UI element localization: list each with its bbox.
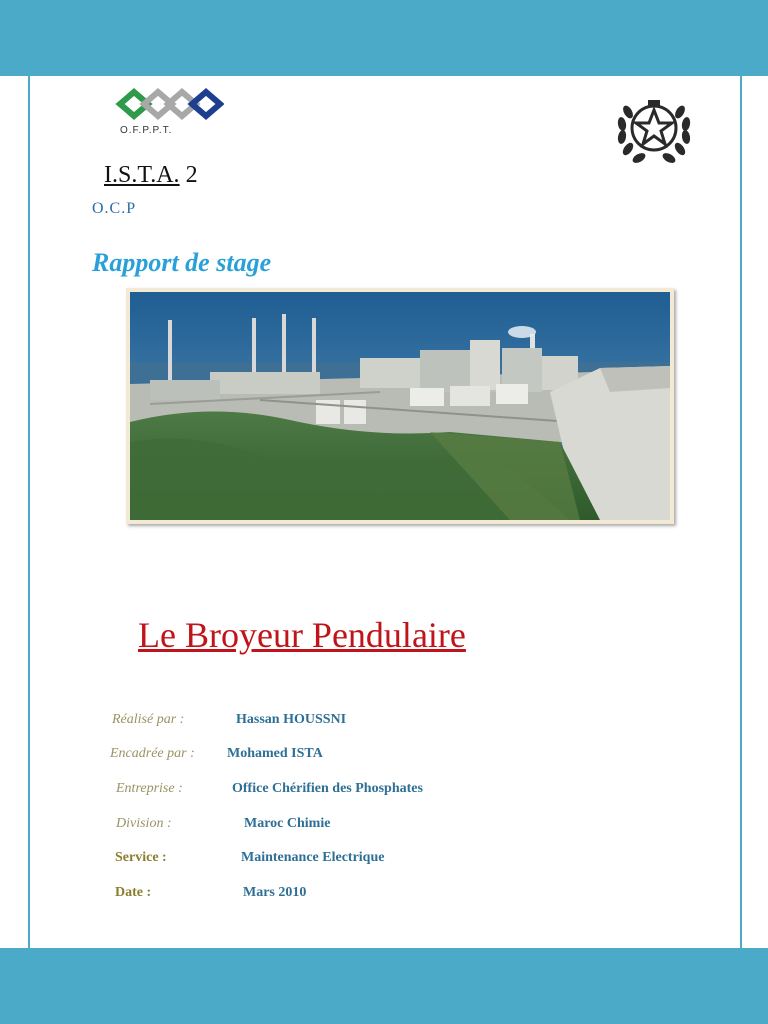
company-short-name: O.C.P — [92, 200, 137, 217]
top-band — [0, 0, 768, 76]
school-number: 2 — [185, 162, 198, 188]
report-type: Rapport de stage — [92, 248, 272, 277]
info-label-service: Service : — [115, 850, 167, 865]
star-wreath-emblem-icon — [612, 92, 696, 168]
info-value-division: Maroc Chimie — [244, 816, 331, 831]
info-label-date: Date : — [115, 885, 152, 900]
info-label-entreprise: Entreprise : — [116, 781, 183, 796]
info-value-service: Maintenance Electrique — [241, 850, 385, 865]
right-margin-rule — [740, 0, 742, 1024]
document-title: Le Broyeur Pendulaire — [138, 615, 466, 655]
info-value-entreprise: Office Chérifien des Phosphates — [232, 781, 423, 796]
info-value-encadree: Mohamed ISTA — [227, 746, 323, 761]
info-label-encadree: Encadrée par : — [110, 746, 195, 761]
school-prefix: I.S.T.A. — [104, 162, 180, 188]
info-label-division: Division : — [116, 816, 172, 831]
info-value-realise: Hassan HOUSSNI — [236, 712, 347, 727]
left-margin-rule — [28, 0, 30, 1024]
info-label-realise: Réalisé par : — [112, 712, 185, 727]
ofppt-logo-text: O.F.P.P.T. — [120, 125, 173, 136]
bottom-band — [0, 948, 768, 1024]
school-name — [104, 162, 198, 189]
info-value-date: Mars 2010 — [243, 885, 307, 900]
industrial-plant-photo — [130, 292, 670, 520]
